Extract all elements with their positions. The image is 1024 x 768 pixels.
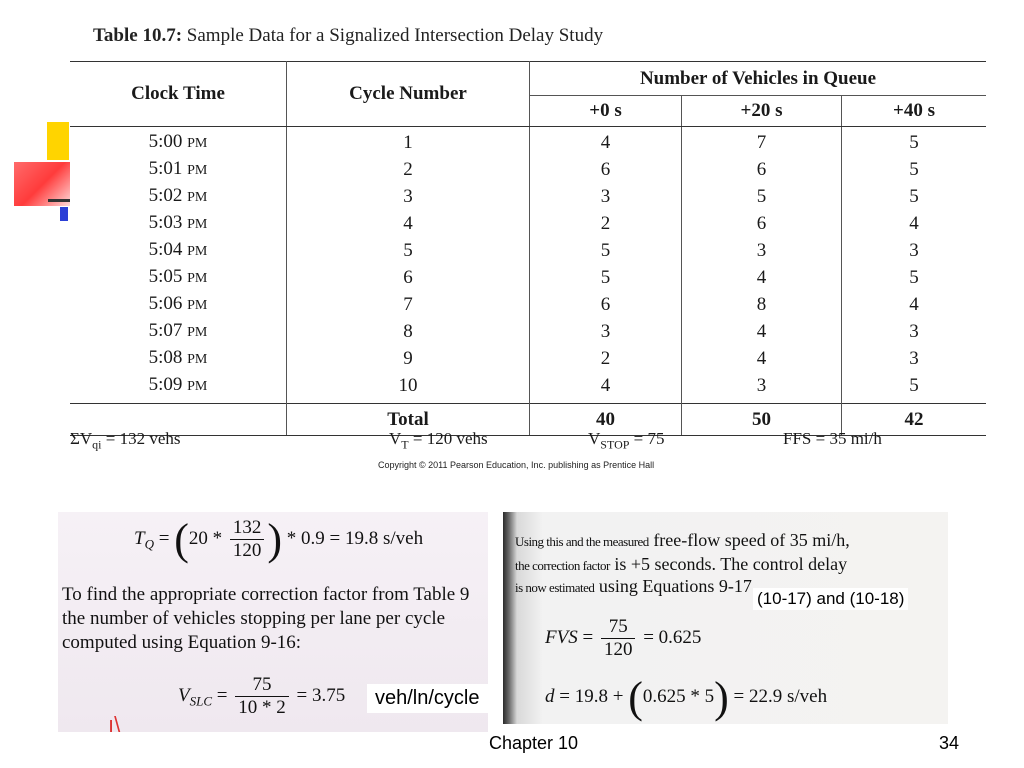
cell-clock-time: 5:07 PM <box>70 318 287 345</box>
cell-clock-time: 5:01 PM <box>70 156 287 183</box>
cell-v40: 5 <box>909 159 919 180</box>
scan-right-line-2: the correction factor is +5 seconds. The control delay <box>515 554 848 574</box>
cell-cycle: 9 <box>287 345 530 372</box>
cell-v20: 7 <box>682 127 842 157</box>
header-plus-20s: +20 s <box>682 96 842 127</box>
cell-v0: 5 <box>530 237 682 264</box>
total-label: Total <box>287 404 530 436</box>
equation-vslc: $V_{SLC}$ = $\frac{75}{10 * 2}$ = 3.75 <box>178 674 346 718</box>
cell-clock-time: 5:08 PM <box>70 345 287 372</box>
cell-cycle: 4 <box>287 210 530 237</box>
footnote-vstop: $V_{STOP} = 75$ <box>588 429 665 452</box>
cell-clock-time: 5:04 PM <box>70 237 287 264</box>
table-row <box>70 291 986 318</box>
table-row <box>70 127 986 157</box>
equation-control-delay: d = 19.8 + (0.625 * 5) = 22.9 s/veh <box>545 673 828 722</box>
total-v40: 42 <box>842 404 987 436</box>
cell-v0: 6 <box>530 291 682 318</box>
table-caption <box>93 25 603 47</box>
scan-left-line-2: the number of vehicles stopping per lane per cycle <box>62 608 446 629</box>
footer-page-number: 34 <box>939 733 960 753</box>
cell-v0: 4 <box>530 127 682 157</box>
table-row <box>70 372 986 404</box>
cell-clock-time: 5:06 PM <box>70 291 287 318</box>
cell-v0: 4 <box>530 372 682 404</box>
cell-v20: 6 <box>682 156 842 183</box>
cell-v40: 4 <box>909 294 919 315</box>
decor-line <box>48 199 70 202</box>
cell-clock-time: 5:00 PM <box>70 127 287 157</box>
units-label: veh/ln/cycle <box>367 684 488 713</box>
footer-chapter: Chapter 10 <box>489 733 579 753</box>
cell-v40: 5 <box>909 267 919 288</box>
cell-v20: 3 <box>682 372 842 404</box>
cell-clock-time: 5:05 PM <box>70 264 287 291</box>
cell-v40: 3 <box>909 240 919 261</box>
cell-v20: 8 <box>682 291 842 318</box>
table-row <box>70 237 986 264</box>
header-plus-0s: +0 s <box>530 96 682 127</box>
cell-v20: 5 <box>682 183 842 210</box>
total-v20: 50 <box>682 404 842 436</box>
cell-v0: 5 <box>530 264 682 291</box>
equation-tq: $T_Q = (20$ * $\frac{132}{120}$ ) * 0.9 = 19.8 s/veh <box>134 515 424 564</box>
cell-cycle: 2 <box>287 156 530 183</box>
cell-v20: 4 <box>682 318 842 345</box>
pen-mark: ı\ <box>108 712 121 737</box>
cell-v20: 6 <box>682 210 842 237</box>
cell-v0: 3 <box>530 183 682 210</box>
cell-cycle: 8 <box>287 318 530 345</box>
scan-excerpt-right <box>503 512 948 724</box>
footnote-sum-vqi: $\Sigma V_{qi} = 132$ vehs <box>70 429 181 452</box>
cell-v20: 3 <box>682 237 842 264</box>
table-row <box>70 345 986 372</box>
copyright-notice: Copyright © 2011 Pearson Education, Inc. publishing as Prentice Hall <box>378 460 655 470</box>
cell-clock-time: 5:03 PM <box>70 210 287 237</box>
cell-v40: 5 <box>909 132 919 153</box>
header-vehicles-in-queue: Number of Vehicles in Queue <box>530 62 987 96</box>
cell-cycle: 6 <box>287 264 530 291</box>
cell-v40: 4 <box>909 213 919 234</box>
table-row <box>70 183 986 210</box>
equation-fvs: FVS = $\frac{75}{120}$ = 0.625 <box>545 616 702 660</box>
cell-v0: 2 <box>530 345 682 372</box>
cell-v20: 4 <box>682 345 842 372</box>
cell-v0: 3 <box>530 318 682 345</box>
cell-clock-time: 5:02 PM <box>70 183 287 210</box>
table-caption-label: Table 10.7: <box>93 25 183 46</box>
total-v0: 40 <box>530 404 682 436</box>
table-row <box>70 318 986 345</box>
footnote-vt: $V_T = 120$ vehs <box>389 429 488 452</box>
table-row <box>70 264 986 291</box>
cell-v0: 6 <box>530 156 682 183</box>
header-plus-40s: +40 s <box>842 96 987 127</box>
header-cycle-number: Cycle Number <box>287 62 530 127</box>
scan-right-line-3: is now estimated using Equations 9-17 <box>515 576 752 596</box>
cell-cycle: 3 <box>287 183 530 210</box>
table-row <box>70 210 986 237</box>
table-row <box>70 156 986 183</box>
cell-cycle: 10 <box>287 372 530 404</box>
cell-v40: 3 <box>909 348 919 369</box>
footnote-ffs: FFS = 35 mi/h <box>783 429 882 448</box>
cell-v0: 2 <box>530 210 682 237</box>
cell-v40: 3 <box>909 321 919 342</box>
delay-study-table <box>70 61 986 436</box>
cell-cycle: 5 <box>287 237 530 264</box>
equations-reference-label: (10-17) and (10-18) <box>753 588 908 610</box>
scan-left-line-1: To find the appropriate correction factor from Table 9 <box>62 584 470 605</box>
scan-left-line-3: computed using Equation 9-16: <box>62 632 302 653</box>
decor-yellow-block <box>47 122 69 160</box>
cell-v20: 4 <box>682 264 842 291</box>
scan-right-line-1: Using this and the measured free-flow speed of 35 mi/h, <box>515 530 850 550</box>
cell-cycle: 1 <box>287 127 530 157</box>
cell-cycle: 7 <box>287 291 530 318</box>
cell-v40: 5 <box>909 186 919 207</box>
table-caption-text: Sample Data for a Signalized Intersection Delay Study <box>182 25 604 46</box>
decor-blue-block <box>60 207 68 221</box>
cell-v40: 5 <box>909 375 919 396</box>
header-clock-time: Clock Time <box>70 62 287 127</box>
cell-clock-time: 5:09 PM <box>70 372 287 404</box>
